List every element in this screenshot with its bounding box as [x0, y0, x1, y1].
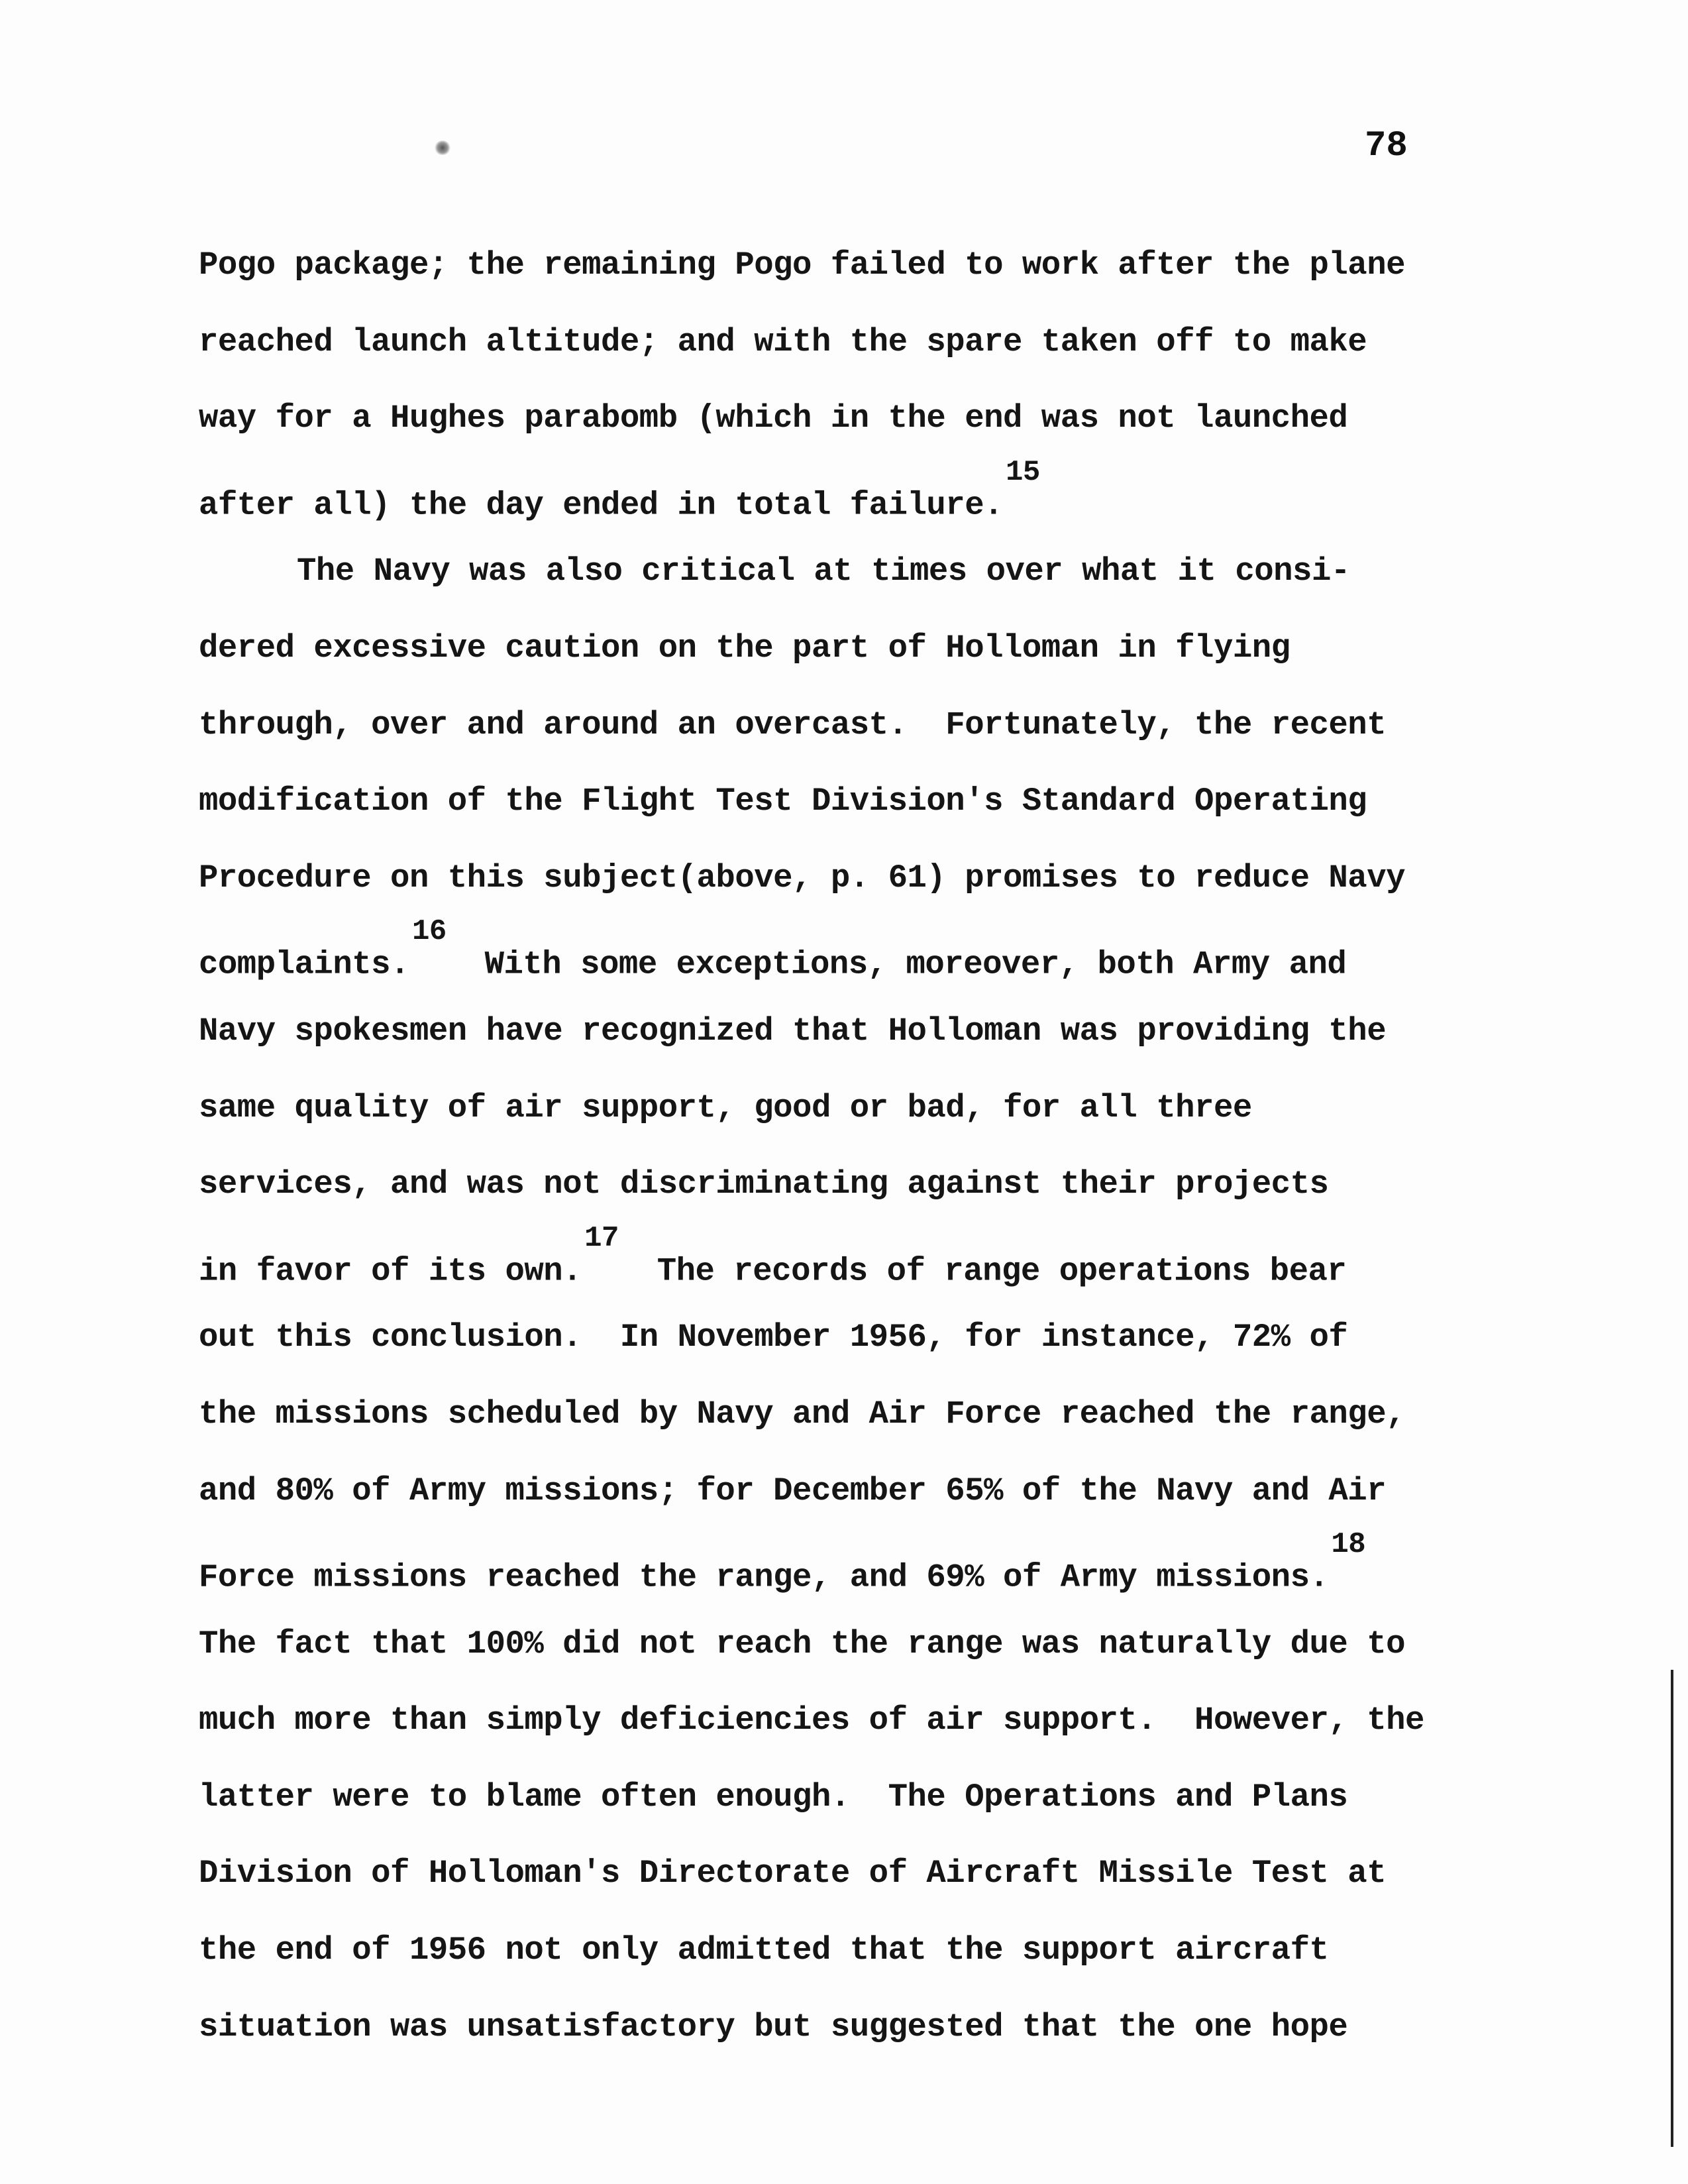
line-text-continued: With some exceptions, moreover, both Army and — [446, 946, 1347, 983]
footnote-reference: 18 — [1331, 1528, 1366, 1562]
text-line — [199, 916, 1524, 993]
text-line — [199, 1453, 1524, 1530]
text-line — [199, 457, 1524, 534]
page-number: 78 — [1365, 126, 1408, 166]
footnote-reference: 15 — [1006, 455, 1040, 489]
line-text: complaints. — [199, 946, 409, 983]
line-text: reached launch altitude; and with the spare taken off to make — [199, 323, 1367, 360]
text-line — [199, 227, 1524, 304]
text-line — [199, 304, 1524, 381]
line-text: services, and was not discriminating against their projects — [199, 1166, 1329, 1203]
line-text: Division of Holloman's Directorate of Aircraft Missile Test at — [199, 1855, 1387, 1892]
line-text: Navy spokesmen have recognized that Holloman was providing the — [199, 1012, 1387, 1050]
line-text: same quality of air support, good or bad, for all three — [199, 1089, 1252, 1126]
line-text: latter were to blame often enough. The Operations and Plans — [199, 1778, 1348, 1816]
line-text: Force missions reached the range, and 69% of Army missions. — [199, 1558, 1329, 1596]
text-line — [199, 610, 1524, 687]
text-line — [199, 1529, 1524, 1606]
text-line — [199, 840, 1524, 917]
line-text: in favor of its own. — [199, 1252, 582, 1290]
text-line — [199, 1759, 1524, 1836]
footnote-reference: 16 — [411, 915, 447, 949]
body-text — [199, 227, 1524, 2065]
line-text: way for a Hughes parabomb (which in the end was not launched — [199, 400, 1348, 437]
text-line — [199, 533, 1524, 610]
line-text: Pogo package; the remaining Pogo failed to work after the plane — [199, 246, 1406, 284]
line-text: through, over and around an overcast. Fortunately, the recent — [199, 706, 1387, 743]
text-line — [199, 1070, 1524, 1147]
text-line — [199, 1223, 1524, 1300]
line-text: dered excessive caution on the part of Holloman in flying — [199, 629, 1291, 667]
line-text: modification of the Flight Test Division's Standard Operating — [199, 783, 1367, 820]
text-line — [199, 1606, 1524, 1683]
scan-edge-mark — [1671, 1670, 1673, 2147]
text-line — [199, 1989, 1524, 2066]
line-text: the end of 1956 not only admitted that the support aircraft — [199, 1932, 1329, 1969]
line-text: after all) the day ended in total failure. — [199, 486, 1004, 524]
text-line — [199, 1376, 1524, 1453]
line-text: Procedure on this subject(above, p. 61) promises to reduce Navy — [199, 859, 1406, 897]
ink-smudge — [434, 140, 451, 155]
text-line — [199, 1299, 1524, 1376]
line-text-continued: The records of range operations bear — [618, 1252, 1347, 1290]
footnote-reference: 17 — [584, 1221, 619, 1255]
line-text: The Navy was also critical at times over what it consi- — [297, 553, 1350, 590]
line-text: situation was unsatisfactory but suggested that the one hope — [199, 2008, 1348, 2046]
text-line — [199, 380, 1524, 457]
text-line — [199, 1912, 1524, 1989]
text-line — [199, 993, 1524, 1070]
line-text: out this conclusion. In November 1956, for instance, 72% of — [199, 1319, 1348, 1356]
line-text: and 80% of Army missions; for December 65% of the Navy and Air — [199, 1472, 1387, 1509]
text-line — [199, 1682, 1524, 1759]
text-line — [199, 1835, 1524, 1912]
line-text: The fact that 100% did not reach the range was naturally due to — [199, 1625, 1406, 1663]
line-text: much more than simply deficiencies of air support. However, the — [199, 1702, 1424, 1739]
text-line — [199, 763, 1524, 840]
text-line — [199, 1146, 1524, 1223]
line-text: the missions scheduled by Navy and Air Force reached the range, — [199, 1395, 1406, 1433]
text-line — [199, 687, 1524, 764]
